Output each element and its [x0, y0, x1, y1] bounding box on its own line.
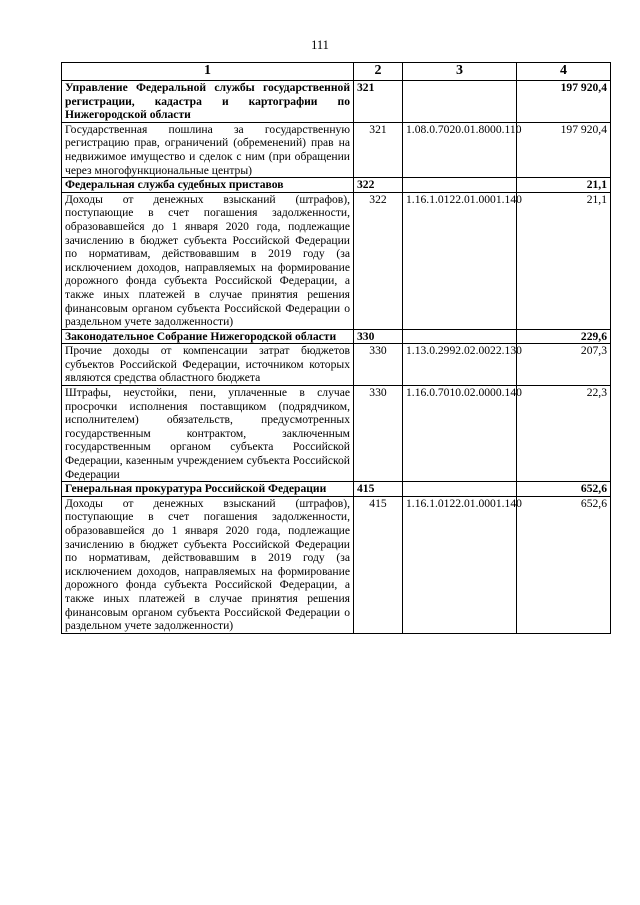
column-header-4: 4: [517, 63, 611, 81]
row-amount: 197 920,4: [517, 122, 611, 177]
row-admin-code: 321: [354, 81, 403, 123]
row-revenue-code: 1.08.0.7020.01.8000.110: [403, 122, 517, 177]
table-row: [62, 496, 611, 633]
row-name: Доходы от денежных взысканий (штрафов), поступающие в счет погашения задолженности, образовавшейся до 1 января 2020 года, подлежащие зачислению в бюджет субъекта Российской Федерации по нормативам, действовавшим в 2019 году (за исключением доходов, направляемых на формирование дорожного фонда субъекта Российской Федерации, а также иных платежей в случае принятия решения финансовым органом субъекта Российской Федерации о раздельном учете задолженности): [62, 192, 354, 329]
row-revenue-code: 1.13.0.2992.02.0022.130: [403, 344, 517, 386]
row-amount: 21,1: [517, 192, 611, 329]
table-row: [62, 192, 611, 329]
row-amount: 652,6: [517, 496, 611, 633]
row-admin-code: 321: [354, 122, 403, 177]
table-row-section: [62, 178, 611, 193]
row-name: Государственная пошлина за государственную регистрацию прав, ограничений (обременений) прав на недвижимое имущество и сделок с ним (при обращении через многофункциональные центры): [62, 122, 354, 177]
row-name: Генеральная прокуратура Российской Федерации: [62, 482, 354, 497]
row-amount: 22,3: [517, 386, 611, 482]
row-admin-code: 415: [354, 496, 403, 633]
row-amount: 197 920,4: [517, 81, 611, 123]
row-revenue-code: 1.16.1.0122.01.0001.140: [403, 496, 517, 633]
table-row-section: [62, 329, 611, 344]
table-row: [62, 344, 611, 386]
row-revenue-code: [403, 482, 517, 497]
row-name: Федеральная служба судебных приставов: [62, 178, 354, 193]
row-admin-code: 330: [354, 329, 403, 344]
column-header-2: 2: [354, 63, 403, 81]
row-revenue-code: 1.16.0.7010.02.0000.140: [403, 386, 517, 482]
table-row-section: [62, 482, 611, 497]
row-revenue-code: [403, 81, 517, 123]
row-amount: 207,3: [517, 344, 611, 386]
revenue-table: [61, 62, 611, 634]
row-amount: 652,6: [517, 482, 611, 497]
row-admin-code: 322: [354, 192, 403, 329]
row-amount: 21,1: [517, 178, 611, 193]
row-name: Прочие доходы от компенсации затрат бюджетов субъектов Российской Федерации, источником которых являются средства областного бюджета: [62, 344, 354, 386]
row-admin-code: 330: [354, 344, 403, 386]
row-name: Управление Федеральной службы государственной регистрации, кадастра и картографии по Нижегородской области: [62, 81, 354, 123]
page-number: 111: [311, 38, 329, 52]
table-row-section: [62, 81, 611, 123]
row-amount: 229,6: [517, 329, 611, 344]
column-header-1: 1: [62, 63, 354, 81]
row-admin-code: 330: [354, 386, 403, 482]
row-name: Доходы от денежных взысканий (штрафов), поступающие в счет погашения задолженности, образовавшейся до 1 января 2020 года, подлежащие зачислению в бюджет субъекта Российской Федерации по нормативам, действовавшим в 2019 году (за исключением доходов, направляемых на формирование дорожного фонда субъекта Российской Федерации, а также иных платежей в случае принятия решения финансовым органом субъекта Российской Федерации о раздельном учете задолженности): [62, 496, 354, 633]
table-row: [62, 122, 611, 177]
row-revenue-code: [403, 329, 517, 344]
table-header-row: [62, 63, 611, 81]
row-admin-code: 322: [354, 178, 403, 193]
row-revenue-code: [403, 178, 517, 193]
table-row: [62, 386, 611, 482]
column-header-3: 3: [403, 63, 517, 81]
row-name: Штрафы, неустойки, пени, уплаченные в случае просрочки исполнения поставщиком (подрядчиком, исполнителем) обязательств, предусмотренных государственным контрактом, заключенным государственным органом субъекта Российской Федерации, казенным учреждением субъекта Российской Федерации: [62, 386, 354, 482]
row-admin-code: 415: [354, 482, 403, 497]
row-revenue-code: 1.16.1.0122.01.0001.140: [403, 192, 517, 329]
row-name: Законодательное Собрание Нижегородской области: [62, 329, 354, 344]
